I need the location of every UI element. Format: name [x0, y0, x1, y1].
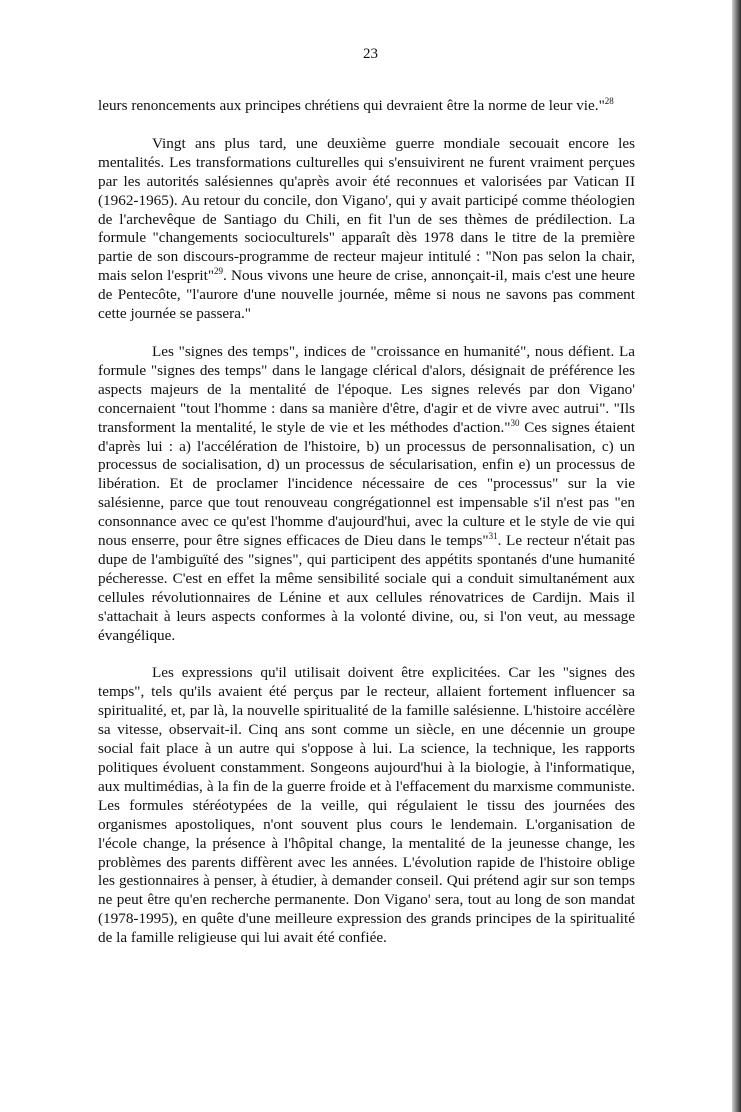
paragraph	[98, 343, 635, 646]
paragraph-text: Ces signes étaient d'après lui : a) l'accélération de l'histoire, b) un processus de personnalisation, c) un processus de socialisation, d) un processus de sécularisation, enfin e) un processus de libération. Et de proclamer l'incidence nécessaire de ces "processus" sur la vie salésienne, parce que tout renouveau congrégationnel est impensable s'il n'est pas "en consonnance avec ce qu'est l'homme d'aujourd'hui, avec la culture et le style de vie qui nous enserre, pour être signes efficaces de Dieu dans le temps"	[98, 418, 635, 550]
footnote-marker: 30	[510, 417, 520, 428]
body-text	[98, 97, 635, 948]
paragraph-text: Les expressions qu'il utilisait doivent être explicitées. Car les "signes des temps", tels qu'ils avaient été perçus par le recteur, allaient fortement influencer sa spiritualité, et, par là, la nouvelle spiritualité de la famille salésienne. L'histoire accélère sa vitesse, observait-il. Cinq ans sont comme un siècle, en une décennie un groupe social fait place à un autre qui s'oppose à lui. La science, la technique, les rapports politiques évoluent constamment. Songeons aujourd'hui à la biologie, à l'informatique, aux multimédias, à la fin de la guerre froide et à l'effacement du marxisme communiste. Les formules stéréotypées de la veille, qui régulaient le tissu des journées des organismes apostoliques, n'ont souvent plus cours le lendemain. L'organisation de l'école change, la présence à l'hôpital change, la mentalité de la jeunesse change, les problèmes des parents diffèrent avec les années. L'évolution rapide de l'histoire oblige les gestionnaires à penser, à étudier, à demander conseil. Qui prétend agir sur son temps ne peut être qu'en recherche permanente. Don Vigano' sera, tout au long de son mandat (1978-1995), en quête d'une meilleure expression des grands principes de la spiritualité de la famille religieuse qui lui avait été confiée.	[98, 664, 635, 947]
page-edge-shadow	[732, 0, 741, 1112]
footnote-marker: 28	[604, 95, 614, 106]
paragraph-text: . Le recteur n'était pas dupe de l'ambiguïté des "signes", qui participent des appétits spontanés d'une humanité pécheresse. C'est en effet la même sensibilité sociale qui a conduit simultanément aux cellules révolutionnaires de Lénine et aux cellules rénovatrices de Cardijn. Mais il s'attachait à leurs aspects conformes à la volonté divine, ou, si l'on veut, au message évangélique.	[98, 532, 635, 644]
paragraph	[98, 135, 635, 324]
paragraph-text: Vingt ans plus tard, une deuxième guerre mondiale secouait encore les mentalités. Les transformations culturelles qui s'ensuivirent ne furent vraiment perçues par les autorités salésiennes qu'après avoir été reconnues et valorisées par Vatican II (1962-1965). Au retour du concile, don Vigano', qui y avait participé comme théologien de l'archevêque de Santiago du Chili, en fit l'un de ses thèmes de prédilection. La formule "changements socioculturels" apparaît dès 1978 dans le titre de la première partie de son discours-programme de recteur majeur intitulé : "Non pas selon la chair, mais selon l'esprit"	[98, 134, 635, 285]
paragraph	[98, 97, 635, 116]
footnote-marker: 31	[488, 530, 498, 541]
paragraph-text: Les "signes des temps", indices de "croissance en humanité", nous défient. La formule "signes des temps" dans le langage clérical d'alors, désignait de préférence les aspects majeurs de la mentalité de l'époque. Les signes relevés par don Vigano' concernaient "tout l'homme : dans sa manière d'être, d'agir et de vivre avec autrui". "Ils transforment la mentalité, le style de vie et les méthodes d'action."	[98, 342, 635, 436]
paragraph-text: leurs renoncements aux principes chrétiens qui devraient être la norme de leur vie."	[98, 97, 605, 114]
paragraph-text: . Nous vivons une heure de crise, annonçait-il, mais c'est une heure de Pentecôte, "l'aurore d'une nouvelle journée, même si nous ne savons pas comment cette journée se passera."	[98, 267, 636, 323]
paragraph	[98, 664, 635, 948]
footnote-marker: 29	[214, 266, 224, 277]
page-number: 23	[363, 46, 378, 62]
